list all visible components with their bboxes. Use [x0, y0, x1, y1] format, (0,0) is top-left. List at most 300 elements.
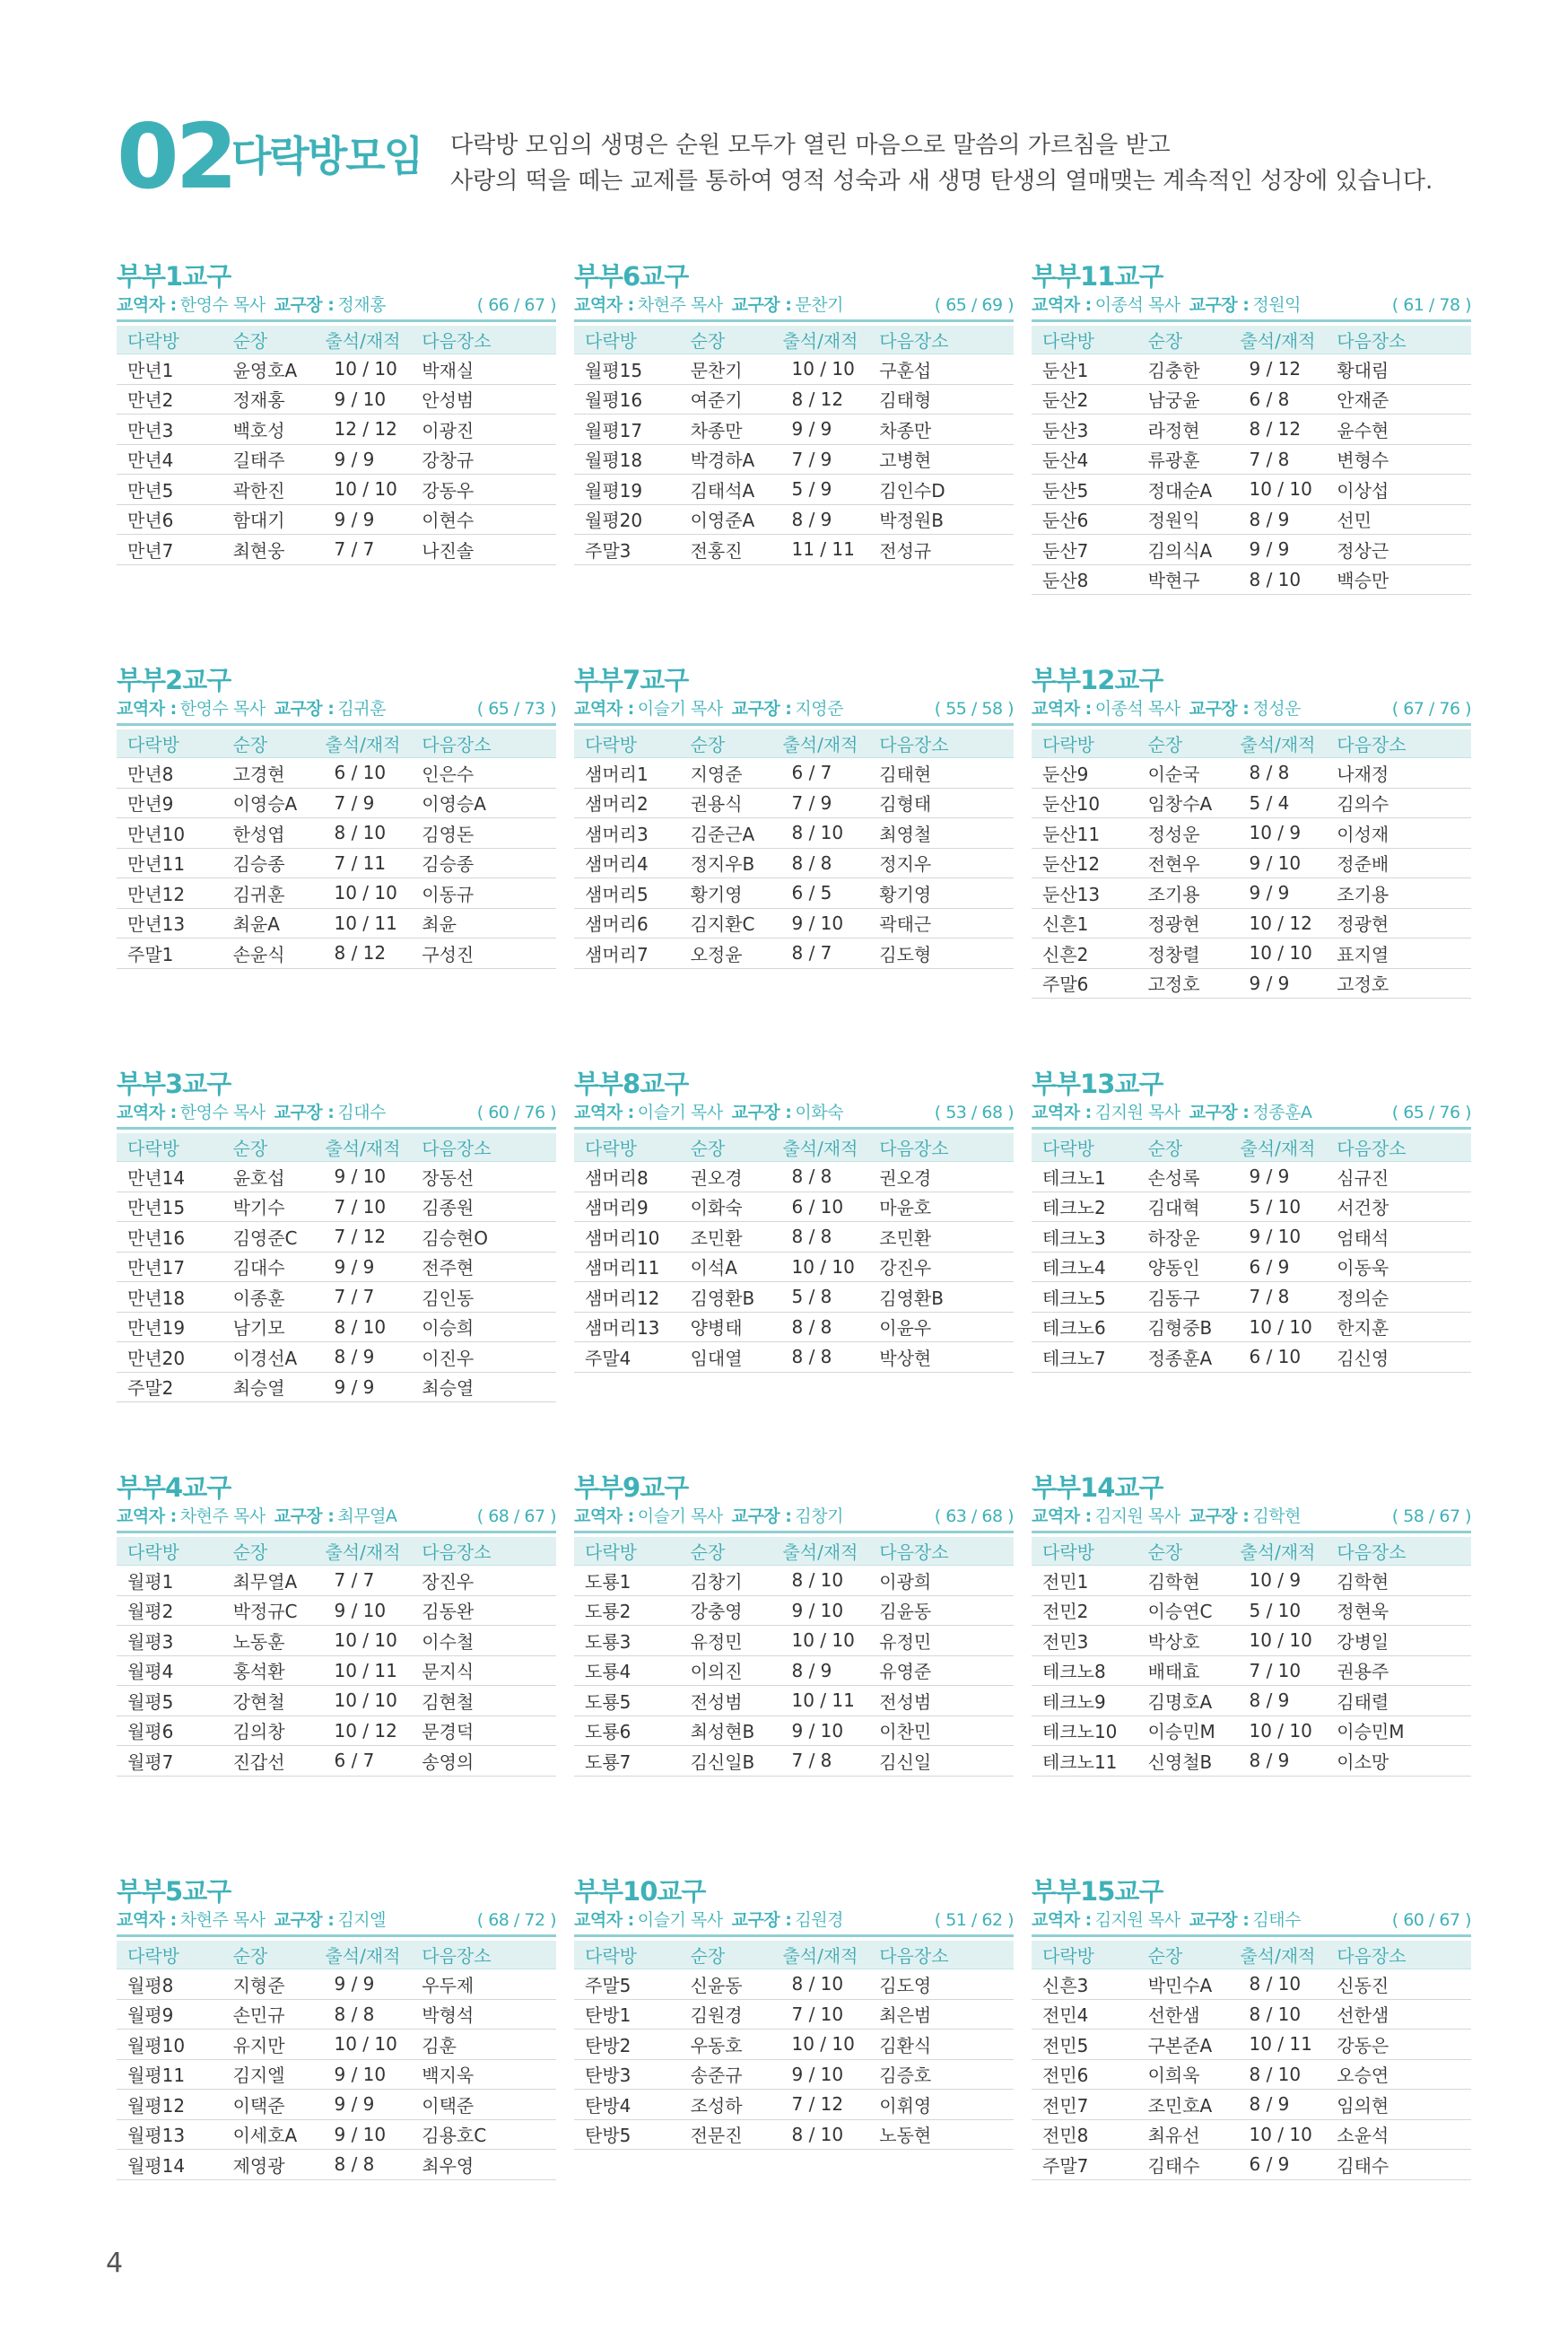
next-venue-cell: 표지열 [1326, 939, 1471, 969]
pastor-name: 이종석 목사 [1094, 699, 1180, 719]
district-staff [574, 696, 843, 721]
next-venue-cell: 변형수 [1326, 444, 1471, 475]
leader-cell: 이희욱 [1137, 2059, 1230, 2090]
table-row [117, 1746, 556, 1777]
attendance-cell: 8 / 10 [771, 1969, 868, 2000]
district-total: ( 55 / 58 ) [934, 699, 1014, 719]
room-cell: 테크노3 [1032, 1222, 1137, 1253]
next-venue-cell: 김의수 [1326, 788, 1471, 818]
leader-cell: 백호성 [222, 415, 315, 445]
leader-name: 김학현 [1252, 1506, 1301, 1526]
next-venue-cell: 한지훈 [1326, 1312, 1471, 1342]
attendance-cell: 8 / 9 [314, 1342, 411, 1373]
room-cell: 만년20 [117, 1342, 222, 1373]
table-row [574, 1686, 1014, 1716]
table-header-row [117, 1537, 556, 1566]
attendance-cell: 9 / 10 [314, 1162, 411, 1192]
leader-name: 김태수 [1252, 1910, 1301, 1930]
attendance-cell: 10 / 10 [771, 354, 868, 385]
room-cell: 탄방3 [574, 2059, 680, 2090]
pastor-name: 김지원 목사 [1094, 1103, 1180, 1122]
district-staff [117, 292, 386, 318]
leader-cell: 남기모 [222, 1312, 315, 1342]
column-header: 순장 [1137, 1941, 1230, 1969]
leader-cell: 김영환B [680, 1282, 772, 1313]
attendance-cell: 6 / 7 [771, 758, 868, 789]
leader-cell: 정재홍 [222, 384, 315, 415]
column-header: 다음장소 [868, 1133, 1014, 1162]
attendance-cell: 9 / 9 [314, 1252, 411, 1282]
attendance-cell: 10 / 10 [314, 878, 411, 909]
room-cell: 도룡2 [574, 1595, 680, 1626]
next-venue-cell: 이승민M [1326, 1716, 1471, 1746]
leader-cell: 김지환C [680, 908, 772, 939]
district-block [574, 1875, 1014, 2279]
table-row [574, 444, 1014, 475]
table-row [574, 878, 1014, 909]
column-header: 다음장소 [411, 326, 556, 354]
page-header [117, 104, 1480, 215]
attendance-cell: 8 / 8 [314, 2150, 411, 2180]
table-row [574, 384, 1014, 415]
district-table [1032, 326, 1471, 595]
table-row [574, 848, 1014, 878]
attendance-cell: 9 / 9 [1229, 968, 1326, 999]
room-cell: 샘머리13 [574, 1312, 680, 1342]
table-row [117, 504, 556, 535]
column-header: 순장 [222, 1941, 315, 1969]
pastor-label: 교역자 : [117, 1103, 177, 1122]
leader-cell: 전성범 [680, 1686, 772, 1716]
district-table [1032, 1537, 1471, 1777]
district-total: ( 68 / 67 ) [476, 1506, 556, 1526]
district-total: ( 66 / 67 ) [476, 295, 556, 315]
next-venue-cell: 김환식 [868, 2030, 1014, 2060]
district-table [574, 326, 1014, 565]
table-row [1032, 564, 1471, 595]
district-name: 부부10교구 [574, 1876, 706, 1907]
pastor-label: 교역자 : [117, 1506, 177, 1526]
column-header: 다음장소 [1326, 1133, 1471, 1162]
next-venue-cell: 김태형 [868, 384, 1014, 415]
next-venue-cell: 박재실 [411, 354, 556, 385]
table-header-row [117, 326, 556, 354]
attendance-cell: 8 / 10 [771, 818, 868, 849]
leader-cell: 하장운 [1137, 1222, 1230, 1253]
table-row [574, 1342, 1014, 1373]
next-venue-cell: 강진우 [868, 1252, 1014, 1282]
pastor-label: 교역자 : [1032, 1910, 1092, 1930]
leader-cell: 이승연C [1137, 1595, 1230, 1626]
next-venue-cell: 이동욱 [1326, 1252, 1471, 1282]
table-row [574, 504, 1014, 535]
attendance-cell: 8 / 10 [1229, 564, 1326, 595]
leader-cell: 전현우 [1137, 848, 1230, 878]
district-block [574, 260, 1014, 664]
column-header: 순장 [222, 1133, 315, 1162]
room-cell: 샘머리7 [574, 939, 680, 969]
table-row [117, 939, 556, 969]
table-row [1032, 939, 1471, 969]
leader-cell: 권오경 [680, 1162, 772, 1192]
leader-label: 교구장 : [274, 1103, 335, 1122]
leader-cell: 신윤동 [680, 1969, 772, 2000]
next-venue-cell: 구성진 [411, 939, 556, 969]
column-header: 다락방 [117, 1537, 222, 1566]
next-venue-cell: 백승만 [1326, 564, 1471, 595]
column-header: 출석/재적 [771, 1133, 868, 1162]
next-venue-cell: 이승희 [411, 1312, 556, 1342]
leader-cell: 지형준 [222, 1969, 315, 2000]
district-total: ( 61 / 78 ) [1391, 295, 1471, 315]
leader-cell: 유정민 [680, 1626, 772, 1656]
attendance-cell: 8 / 10 [771, 2119, 868, 2150]
leader-cell: 배태효 [1137, 1655, 1230, 1686]
table-row [574, 818, 1014, 849]
table-row [1032, 1342, 1471, 1373]
attendance-cell: 9 / 9 [1229, 535, 1326, 565]
leader-cell: 고경현 [222, 758, 315, 789]
leader-cell: 조성하 [680, 2090, 772, 2120]
room-cell: 둔산8 [1032, 564, 1137, 595]
table-row [1032, 968, 1471, 999]
leader-label: 교구장 : [274, 1506, 335, 1526]
district-info [117, 292, 556, 322]
leader-cell: 이세호A [222, 2119, 315, 2150]
table-header-row [117, 1133, 556, 1162]
next-venue-cell: 김신일 [868, 1746, 1014, 1777]
next-venue-cell: 백지욱 [411, 2059, 556, 2090]
attendance-cell: 9 / 10 [771, 908, 868, 939]
leader-label: 교구장 : [1189, 295, 1250, 315]
next-venue-cell: 엄태석 [1326, 1222, 1471, 1253]
column-header: 다음장소 [1326, 729, 1471, 758]
next-venue-cell: 이영승A [411, 788, 556, 818]
table-row [1032, 475, 1471, 505]
next-venue-cell: 김학현 [1326, 1566, 1471, 1596]
leader-cell: 전문진 [680, 2119, 772, 2150]
room-cell: 둔산11 [1032, 818, 1137, 849]
leader-name: 지영준 [795, 699, 843, 719]
leader-cell: 최무열A [222, 1566, 315, 1596]
next-venue-cell: 황대림 [1326, 354, 1471, 385]
next-venue-cell: 안재준 [1326, 384, 1471, 415]
leader-cell: 최승열 [222, 1372, 315, 1402]
room-cell: 월평3 [117, 1626, 222, 1656]
attendance-cell: 5 / 9 [771, 475, 868, 505]
attendance-cell: 10 / 10 [771, 2030, 868, 2060]
leader-cell: 김충한 [1137, 354, 1230, 385]
pastor-label: 교역자 : [1032, 699, 1092, 719]
attendance-cell: 7 / 8 [1229, 444, 1326, 475]
room-cell: 전민2 [1032, 1595, 1137, 1626]
column-header: 다락방 [574, 1941, 680, 1969]
district-name: 부부14교구 [1032, 1472, 1163, 1503]
room-cell: 만년16 [117, 1222, 222, 1253]
leader-name: 이화숙 [795, 1103, 843, 1122]
leader-cell: 김태수 [1137, 2150, 1230, 2180]
next-venue-cell: 조민환 [868, 1222, 1014, 1253]
attendance-cell: 9 / 10 [314, 384, 411, 415]
attendance-cell: 8 / 9 [771, 504, 868, 535]
attendance-cell: 6 / 8 [1229, 384, 1326, 415]
leader-cell: 김대혁 [1137, 1192, 1230, 1222]
leader-cell: 정대순A [1137, 475, 1230, 505]
attendance-cell: 8 / 9 [771, 1655, 868, 1686]
room-cell: 주말7 [1032, 2150, 1137, 2180]
column-header: 출석/재적 [314, 729, 411, 758]
leader-cell: 유지만 [222, 2030, 315, 2060]
next-venue-cell: 박정원B [868, 504, 1014, 535]
district-name: 부부9교구 [574, 1472, 689, 1503]
district-block [117, 1068, 556, 1471]
district-staff [1032, 292, 1301, 318]
leader-cell: 선한샘 [1137, 1999, 1230, 2030]
leader-cell: 김대수 [222, 1252, 315, 1282]
attendance-cell: 10 / 11 [1229, 2030, 1326, 2060]
leader-name: 정재홍 [337, 295, 386, 315]
room-cell: 전민8 [1032, 2119, 1137, 2150]
next-venue-cell: 임의현 [1326, 2090, 1471, 2120]
page-number: 4 [106, 2248, 124, 2279]
attendance-cell: 10 / 10 [314, 1686, 411, 1716]
pastor-name: 이슬기 목사 [637, 1506, 723, 1526]
table-row [574, 2119, 1014, 2150]
attendance-cell: 11 / 11 [771, 535, 868, 565]
leader-label: 교구장 : [274, 699, 335, 719]
leader-cell: 양병태 [680, 1312, 772, 1342]
column-header: 다락방 [117, 326, 222, 354]
leader-cell: 정창렬 [1137, 939, 1230, 969]
table-row [1032, 788, 1471, 818]
leader-cell: 최현웅 [222, 535, 315, 565]
attendance-cell: 6 / 10 [314, 758, 411, 789]
column-header: 순장 [1137, 1537, 1230, 1566]
section-description [450, 127, 1433, 199]
room-cell: 샘머리1 [574, 758, 680, 789]
room-cell: 월평4 [117, 1655, 222, 1686]
leader-label: 교구장 : [274, 295, 335, 315]
district-name: 부부8교구 [574, 1069, 689, 1099]
attendance-cell: 10 / 10 [314, 1626, 411, 1656]
district-table [117, 326, 556, 565]
pastor-name: 이슬기 목사 [637, 1103, 723, 1122]
district-name: 부부13교구 [1032, 1069, 1163, 1099]
table-row [117, 1686, 556, 1716]
room-cell: 월평11 [117, 2059, 222, 2090]
table-row [574, 1222, 1014, 1253]
leader-cell: 송준규 [680, 2059, 772, 2090]
next-venue-cell: 전성규 [868, 535, 1014, 565]
pastor-name: 이슬기 목사 [637, 1910, 723, 1930]
table-row [574, 939, 1014, 969]
next-venue-cell: 마윤호 [868, 1192, 1014, 1222]
room-cell: 탄방5 [574, 2119, 680, 2150]
district-info [574, 1504, 1014, 1533]
table-row [1032, 415, 1471, 445]
district-block [574, 1471, 1014, 1875]
next-venue-cell: 장동선 [411, 1162, 556, 1192]
room-cell: 도룡7 [574, 1746, 680, 1777]
district-total: ( 65 / 76 ) [1391, 1103, 1471, 1122]
room-cell: 테크노6 [1032, 1312, 1137, 1342]
room-cell: 샘머리11 [574, 1252, 680, 1282]
table-row [117, 758, 556, 789]
leader-cell: 진갑선 [222, 1746, 315, 1777]
pastor-label: 교역자 : [1032, 1103, 1092, 1122]
description-line-1: 다락방 모임의 생명은 순원 모두가 열린 마음으로 말씀의 가르침을 받고 [450, 132, 1171, 159]
leader-cell: 손윤식 [222, 939, 315, 969]
room-cell: 월평7 [117, 1746, 222, 1777]
attendance-cell: 10 / 12 [1229, 908, 1326, 939]
next-venue-cell: 이현수 [411, 504, 556, 535]
attendance-cell: 10 / 10 [314, 354, 411, 385]
next-venue-cell: 나진솔 [411, 535, 556, 565]
leader-cell: 김준근A [680, 818, 772, 849]
leader-cell: 임창수A [1137, 788, 1230, 818]
leader-cell: 정종훈A [1137, 1342, 1230, 1373]
leader-cell: 제영광 [222, 2150, 315, 2180]
attendance-cell: 6 / 9 [1229, 2150, 1326, 2180]
district-info [1032, 292, 1471, 322]
next-venue-cell: 오승연 [1326, 2059, 1471, 2090]
pastor-name: 이종석 목사 [1094, 295, 1180, 315]
attendance-cell: 7 / 7 [314, 1566, 411, 1596]
table-header-row [117, 729, 556, 758]
table-row [574, 1999, 1014, 2030]
next-venue-cell: 강병일 [1326, 1626, 1471, 1656]
table-row [117, 2090, 556, 2120]
table-row [117, 848, 556, 878]
next-venue-cell: 김승현O [411, 1222, 556, 1253]
room-cell: 테크노5 [1032, 1282, 1137, 1313]
next-venue-cell: 전주현 [411, 1252, 556, 1282]
attendance-cell: 8 / 9 [1229, 1746, 1326, 1777]
attendance-cell: 8 / 10 [1229, 1969, 1326, 2000]
room-cell: 샘머리10 [574, 1222, 680, 1253]
leader-cell: 홍석환 [222, 1655, 315, 1686]
column-header: 다락방 [1032, 1537, 1137, 1566]
attendance-cell: 7 / 12 [314, 1222, 411, 1253]
next-venue-cell: 이진우 [411, 1342, 556, 1373]
room-cell: 전민4 [1032, 1999, 1137, 2030]
room-cell: 도룡5 [574, 1686, 680, 1716]
next-venue-cell: 최승열 [411, 1372, 556, 1402]
attendance-cell: 9 / 10 [771, 1595, 868, 1626]
attendance-cell: 8 / 10 [1229, 2059, 1326, 2090]
table-row [1032, 504, 1471, 535]
room-cell: 둔산2 [1032, 384, 1137, 415]
room-cell: 둔산13 [1032, 878, 1137, 909]
leader-cell: 길태주 [222, 444, 315, 475]
next-venue-cell: 이택준 [411, 2090, 556, 2120]
leader-cell: 김귀훈 [222, 878, 315, 909]
room-cell: 주말6 [1032, 968, 1137, 999]
district-name: 부부3교구 [117, 1069, 231, 1099]
attendance-cell: 8 / 12 [1229, 415, 1326, 445]
district-table [117, 1537, 556, 1777]
district-table [117, 1133, 556, 1402]
table-row [117, 2119, 556, 2150]
leader-name: 김창기 [795, 1506, 843, 1526]
room-cell: 월평14 [117, 2150, 222, 2180]
next-venue-cell: 김용호C [411, 2119, 556, 2150]
attendance-cell: 8 / 8 [771, 848, 868, 878]
attendance-cell: 9 / 9 [1229, 878, 1326, 909]
next-venue-cell: 김신영 [1326, 1342, 1471, 1373]
table-header-row [1032, 1133, 1471, 1162]
room-cell: 샘머리8 [574, 1162, 680, 1192]
leader-cell: 김학현 [1137, 1566, 1230, 1596]
table-row [1032, 1192, 1471, 1222]
district-name: 부부7교구 [574, 665, 689, 695]
next-venue-cell: 정의순 [1326, 1282, 1471, 1313]
table-row [574, 354, 1014, 385]
table-row [117, 1252, 556, 1282]
column-header: 다음장소 [868, 1537, 1014, 1566]
table-row [117, 2150, 556, 2180]
attendance-cell: 8 / 7 [771, 939, 868, 969]
column-header: 다음장소 [1326, 1941, 1471, 1969]
attendance-cell: 12 / 12 [314, 415, 411, 445]
leader-name: 정종훈A [1252, 1103, 1312, 1122]
table-header-row [117, 1941, 556, 1969]
leader-cell: 전홍진 [680, 535, 772, 565]
room-cell: 월평17 [574, 415, 680, 445]
pastor-name: 차현주 목사 [179, 1506, 266, 1526]
column-header: 다락방 [117, 1133, 222, 1162]
next-venue-cell: 이동규 [411, 878, 556, 909]
next-venue-cell: 김도영 [868, 1969, 1014, 2000]
leader-cell: 여준기 [680, 384, 772, 415]
table-row [1032, 1252, 1471, 1282]
table-row [117, 878, 556, 909]
next-venue-cell: 김현철 [411, 1686, 556, 1716]
room-cell: 샘머리3 [574, 818, 680, 849]
column-header: 순장 [1137, 729, 1230, 758]
description-line-2: 사랑의 떡을 떼는 교제를 통하여 영적 성숙과 새 생명 탄생의 열매맺는 계속적인 성장에 있습니다. [450, 168, 1433, 195]
table-row [574, 1162, 1014, 1192]
leader-cell: 이영승A [222, 788, 315, 818]
next-venue-cell: 인은수 [411, 758, 556, 789]
next-venue-cell: 김인동 [411, 1282, 556, 1313]
table-row [117, 1716, 556, 1746]
room-cell: 테크노2 [1032, 1192, 1137, 1222]
next-venue-cell: 문경덕 [411, 1716, 556, 1746]
leader-name: 최무열A [337, 1506, 397, 1526]
next-venue-cell: 김종원 [411, 1192, 556, 1222]
attendance-cell: 9 / 10 [771, 2059, 868, 2090]
leader-cell: 김의창 [222, 1716, 315, 1746]
district-name: 부부15교구 [1032, 1876, 1163, 1907]
next-venue-cell: 우두제 [411, 1969, 556, 2000]
next-venue-cell: 황기영 [868, 878, 1014, 909]
table-row [574, 788, 1014, 818]
next-venue-cell: 김승종 [411, 848, 556, 878]
attendance-cell: 10 / 10 [1229, 2119, 1326, 2150]
room-cell: 만년17 [117, 1252, 222, 1282]
next-venue-cell: 강동은 [1326, 2030, 1471, 2060]
attendance-cell: 5 / 10 [1229, 1595, 1326, 1626]
attendance-cell: 10 / 11 [771, 1686, 868, 1716]
district-info [574, 292, 1014, 322]
next-venue-cell: 선한샘 [1326, 1999, 1471, 2030]
leader-cell: 김명호A [1137, 1686, 1230, 1716]
column-header: 다음장소 [411, 1133, 556, 1162]
next-venue-cell: 이찬민 [868, 1716, 1014, 1746]
next-venue-cell: 조기용 [1326, 878, 1471, 909]
table-row [1032, 535, 1471, 565]
